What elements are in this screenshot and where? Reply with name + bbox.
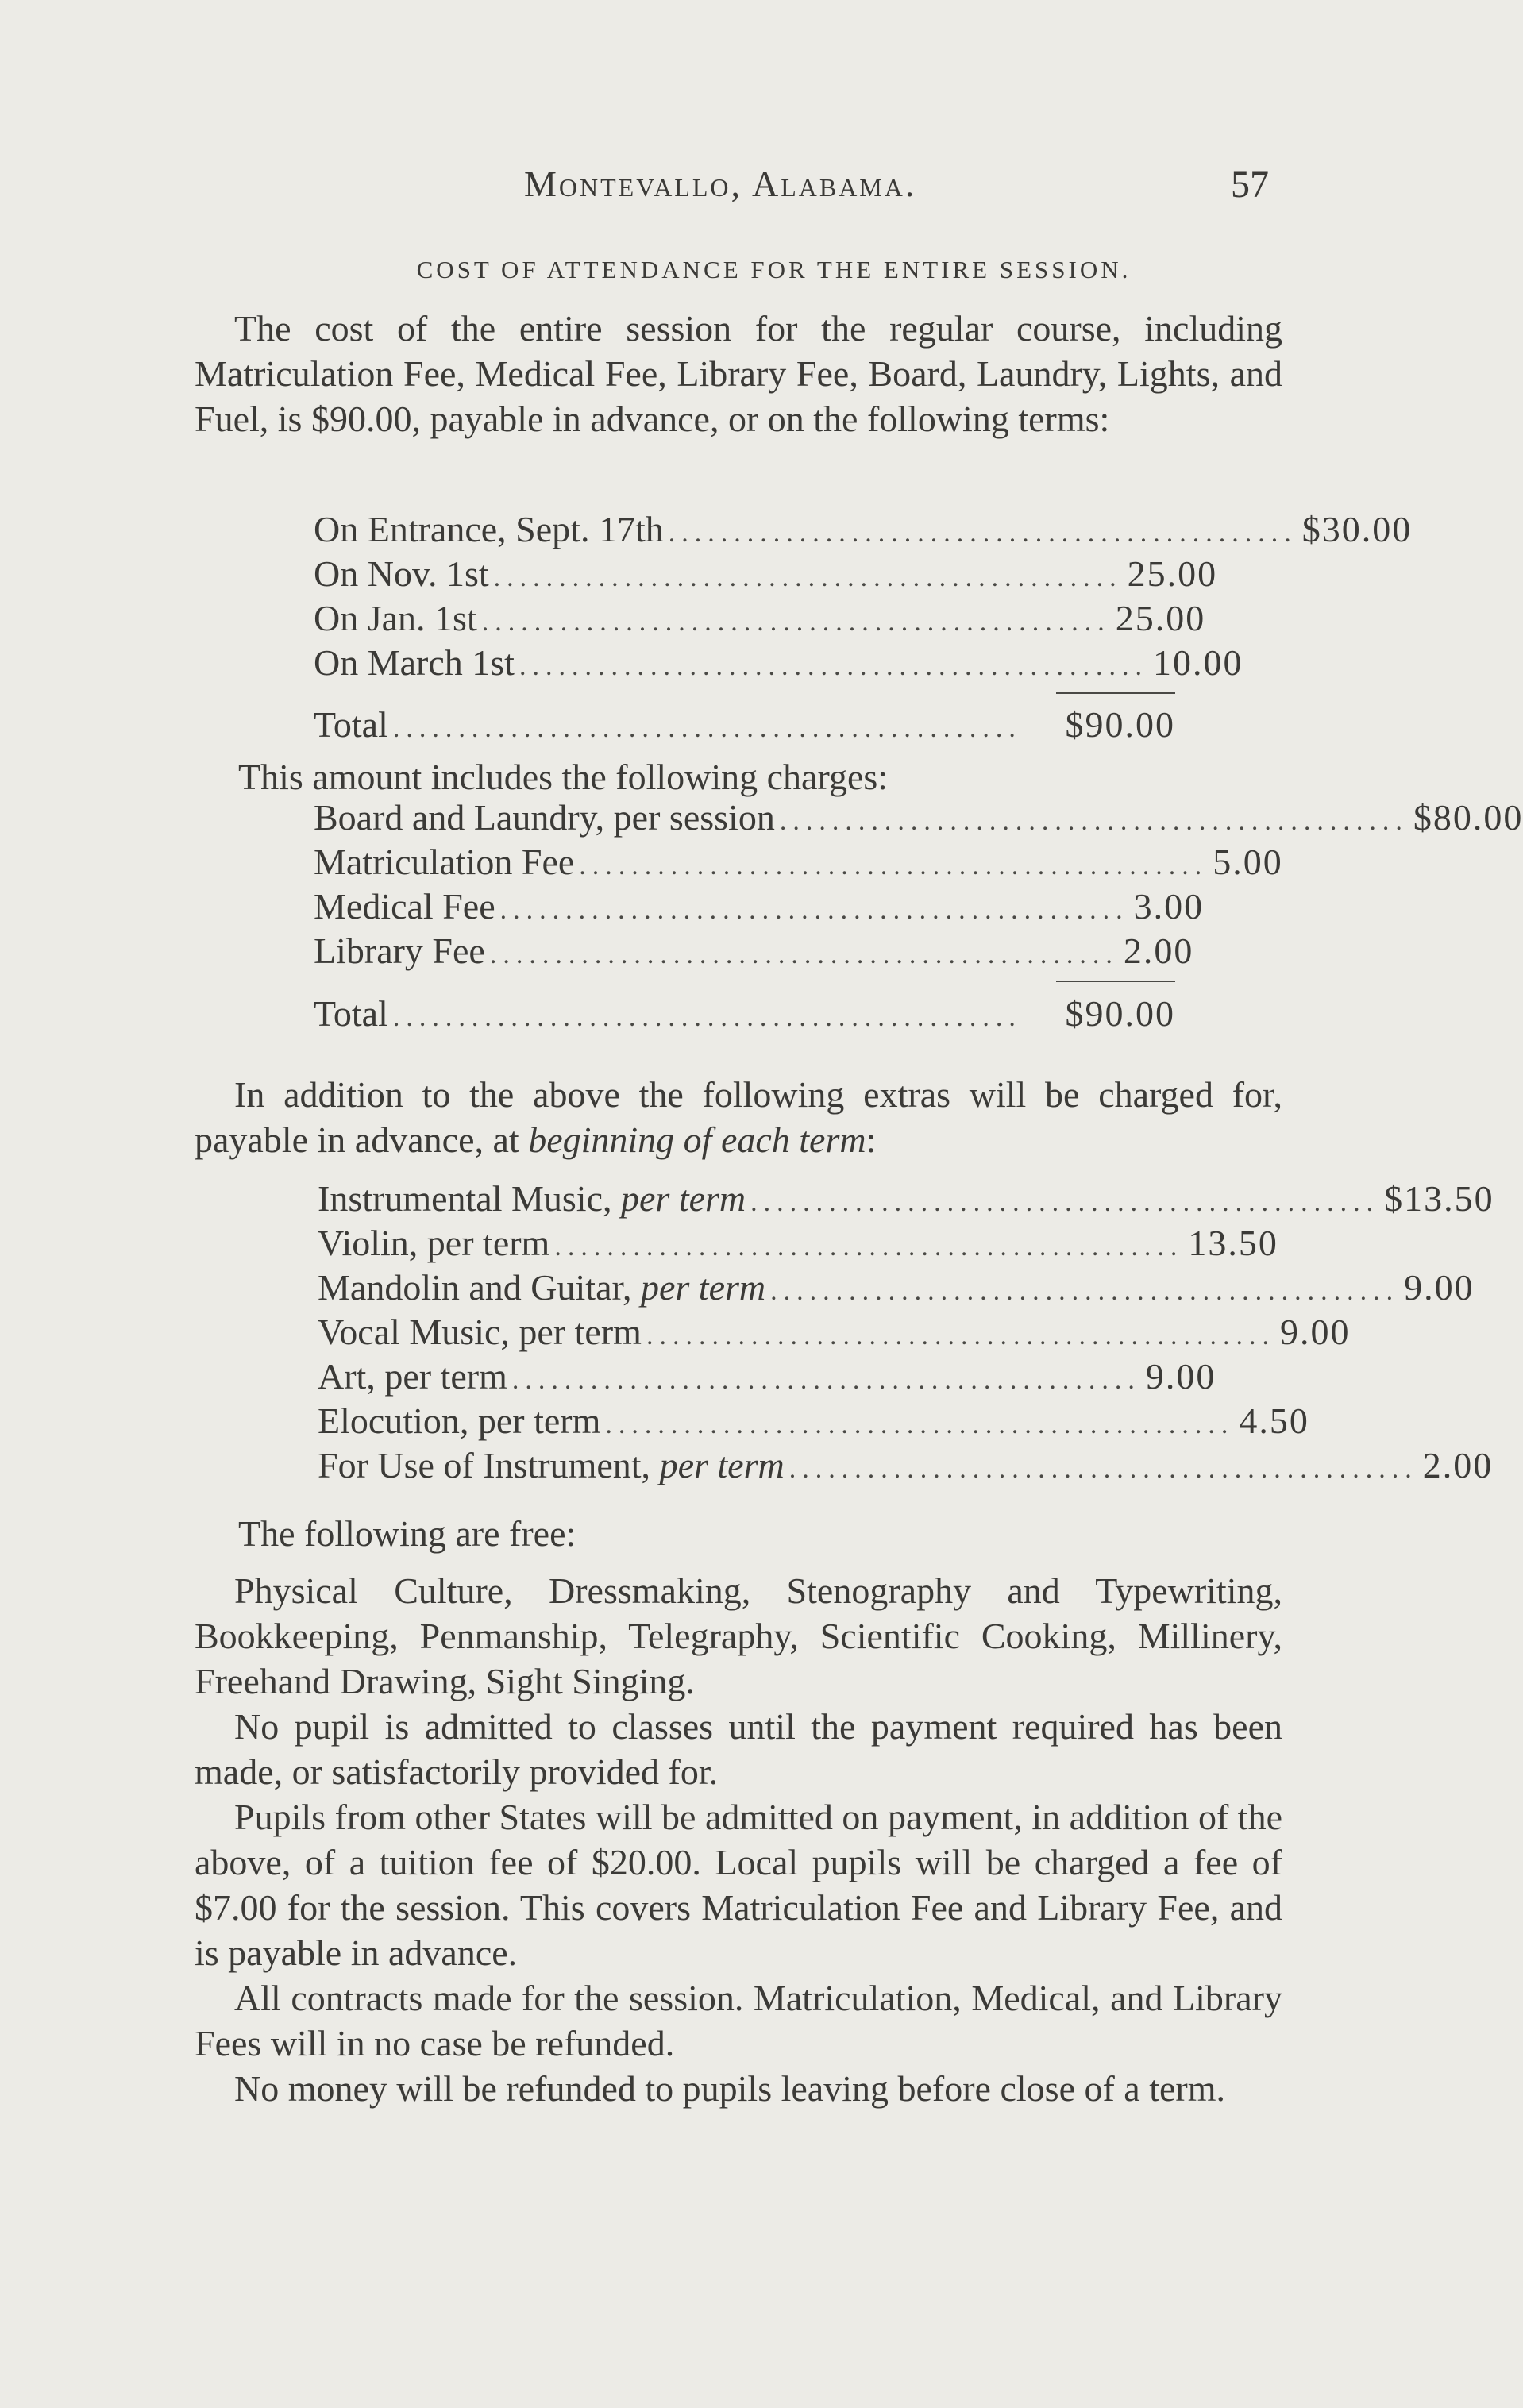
sum-rule (1056, 981, 1175, 982)
extra-row (318, 1355, 1216, 1400)
extra-label: Instrumental Music, per term (318, 1178, 746, 1219)
charge-label: Library Fee (314, 930, 485, 971)
charges-intro: This amount includes the following charges: (238, 757, 889, 797)
leader-dots: ................................................ (668, 518, 1297, 548)
leader-dots: ................................................ (554, 1232, 1184, 1262)
leader-dots: ................................................ (646, 1321, 1275, 1350)
term-label: On March 1st (314, 642, 515, 683)
extra-row (318, 1400, 1309, 1444)
leader-dots: ................................................ (481, 607, 1111, 637)
extra-label: Vocal Music, per term (318, 1312, 642, 1352)
leader-dots: ................................................ (511, 1366, 1141, 1395)
extra-row (318, 1311, 1351, 1355)
leader-dots: ................................................ (788, 1454, 1418, 1484)
charge-amount: 2.00 (1123, 930, 1194, 971)
term-label: On Nov. 1st (314, 553, 489, 594)
free-list: Physical Culture, Dressmaking, Stenography and Typewriting, Bookkeeping, Penmanship, Telegraphy, Scientific Cooking, Millinery, Freehand Drawing, Sight Singing. (195, 1570, 1282, 1701)
term-amount: 25.00 (1115, 598, 1206, 638)
page-header (191, 163, 1286, 210)
term-amount: 10.00 (1152, 642, 1243, 683)
leader-dots: ................................................ (489, 940, 1119, 969)
extra-label: For Use of Instrument, per term (318, 1445, 785, 1485)
rule-paragraph: No pupil is admitted to classes until the payment required has been made, or satisfactorily provided for. (195, 1706, 1282, 1792)
extra-row (318, 1177, 1494, 1222)
charge-amount: 3.00 (1133, 886, 1205, 927)
extras-intro-text: In addition to the above the following extras will be charged for, payable in advance, at (195, 1074, 1282, 1160)
leader-dots: ................................................ (499, 896, 1129, 925)
charge-amount: 5.00 (1213, 842, 1283, 882)
leader-dots: ................................................ (779, 807, 1409, 836)
leader-dots: ................................................ (392, 714, 1022, 743)
page-number: 57 (1231, 164, 1269, 206)
leader-dots: ................................................ (770, 1277, 1400, 1306)
section-title: COST OF ATTENDANCE FOR THE ENTIRE SESSION. (416, 256, 1132, 283)
term-row (314, 597, 1206, 641)
charge-label: Medical Fee (314, 886, 495, 927)
extra-row (318, 1222, 1278, 1266)
extra-amount: 4.50 (1239, 1400, 1309, 1441)
extra-amount: 9.00 (1404, 1267, 1475, 1308)
term-amount: 25.00 (1127, 553, 1218, 594)
charge-row (314, 930, 1194, 974)
extra-amount: 9.00 (1279, 1312, 1351, 1352)
leader-dots: ................................................ (605, 1410, 1235, 1439)
term-row (314, 641, 1243, 686)
term-row (314, 553, 1218, 597)
extra-amount: 13.50 (1188, 1223, 1278, 1263)
rule-paragraph: Pupils from other States will be admitted on payment, in addition of the above, of a tuition fee of $20.00. Local pupils will be charged a fee of $7.00 for the session. This covers Matriculation Fee and Library Fee, and is payable in advance. (195, 1797, 1282, 1973)
term-label: On Jan. 1st (314, 598, 477, 638)
leader-dots: ................................................ (579, 851, 1209, 880)
extra-amount: 2.00 (1422, 1445, 1494, 1485)
sum-rule (1056, 692, 1175, 694)
extra-amount: 9.00 (1145, 1356, 1216, 1397)
rule-paragraph: All contracts made for the session. Matriculation, Medical, and Library Fees will in no case be refunded. (195, 1978, 1282, 2063)
free-intro: The following are free: (238, 1513, 576, 1554)
extra-label: Elocution, per term (318, 1400, 601, 1441)
extra-label: Violin, per term (318, 1223, 550, 1263)
charges-total-row (314, 992, 1175, 1037)
charge-label: Matriculation Fee (314, 842, 575, 882)
extra-row (318, 1266, 1475, 1311)
extra-amount: $13.50 (1384, 1178, 1494, 1219)
extras-intro-suffix: : (866, 1119, 877, 1160)
charge-row (314, 885, 1205, 930)
charge-label: Board and Laundry, per session (314, 797, 775, 838)
leader-dots: ................................................ (493, 563, 1123, 592)
leader-dots: ................................................ (392, 1003, 1022, 1032)
total-label: Total (314, 704, 388, 745)
terms-total-row (314, 703, 1175, 748)
leader-dots: ................................................ (750, 1188, 1380, 1217)
total-label: Total (314, 993, 388, 1034)
total-amount: $90.00 (1065, 993, 1175, 1034)
intro-paragraph: The cost of the entire session for the regular course, including Matriculation Fee, Medical Fee, Library Fee, Board, Laundry, Lights, and Fuel, is $90.00, payable in advance, or on the following terms: (195, 308, 1282, 439)
extra-label: Art, per term (318, 1356, 507, 1397)
extra-label: Mandolin and Guitar, per term (318, 1267, 766, 1308)
term-row (314, 508, 1413, 553)
running-head: Montevallo, Alabama. (524, 164, 917, 204)
total-amount: $90.00 (1065, 704, 1175, 745)
charge-row (314, 841, 1283, 885)
term-amount: $30.00 (1301, 509, 1413, 549)
term-label: On Entrance, Sept. 17th (314, 509, 664, 549)
leader-dots: ................................................ (519, 652, 1148, 681)
charge-amount: $80.00 (1413, 797, 1523, 838)
rule-paragraph: No money will be refunded to pupils leaving before close of a term. (234, 2068, 1226, 2109)
charge-row (314, 796, 1523, 841)
extra-row (318, 1444, 1494, 1489)
extras-intro (195, 1072, 1282, 1162)
extras-intro-emphasis: beginning of each term (528, 1119, 866, 1160)
